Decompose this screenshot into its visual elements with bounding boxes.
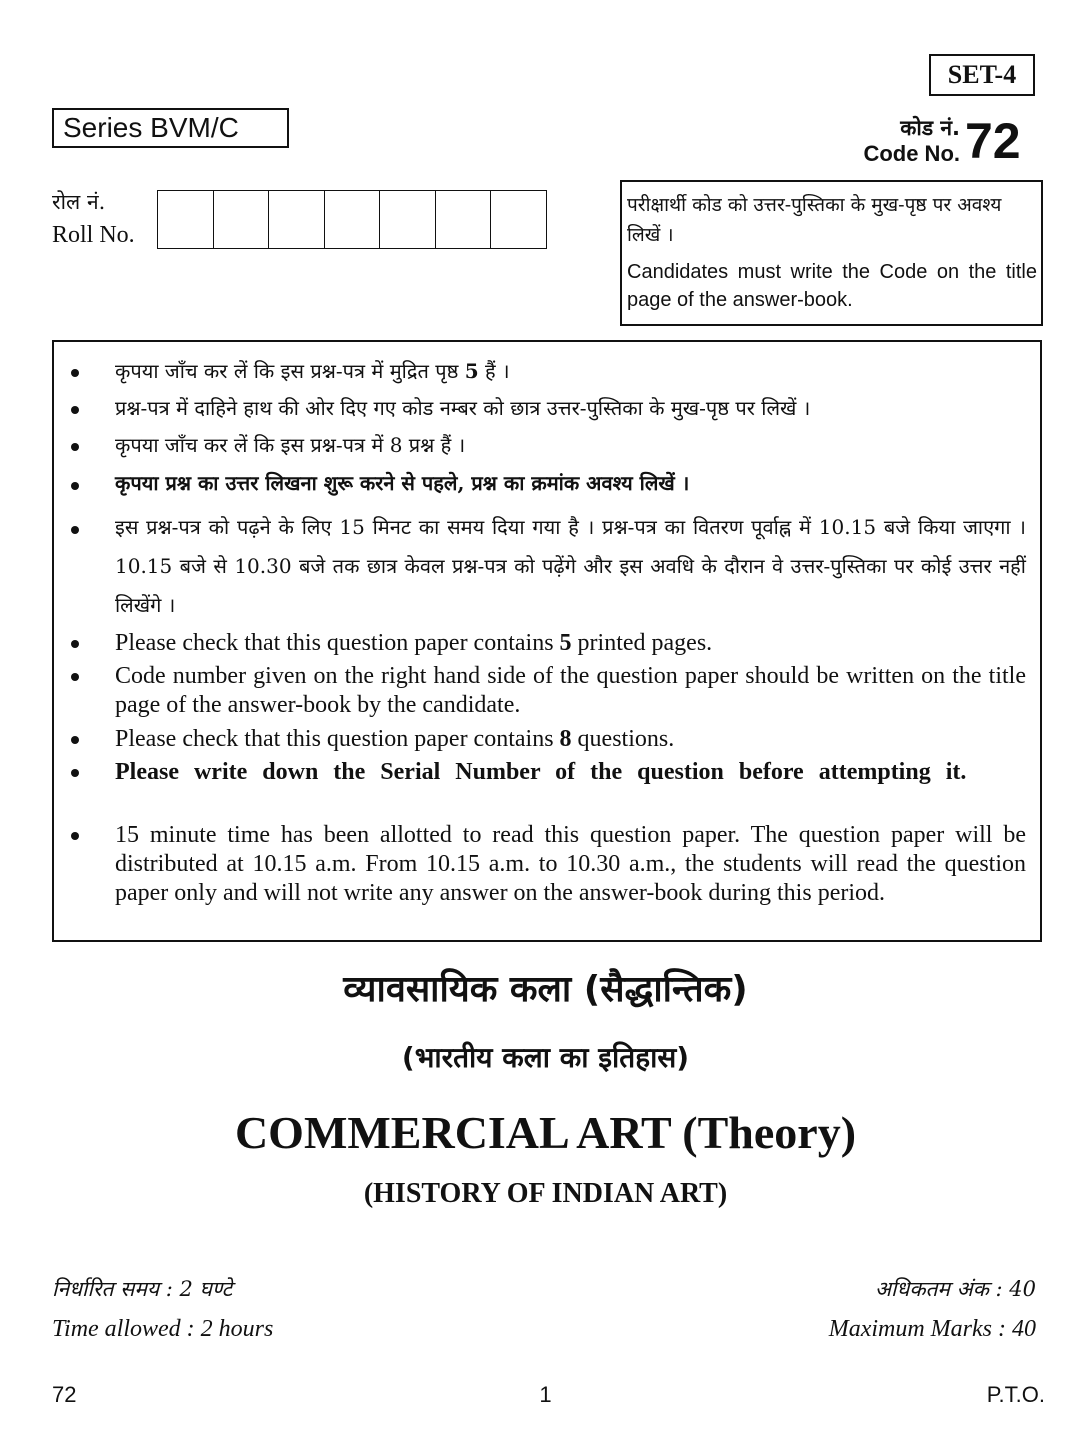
series-label: Series BVM/C xyxy=(52,108,289,148)
code-label-hindi: कोड नं. xyxy=(900,116,960,140)
footer-code: 72 xyxy=(52,1382,77,1407)
page-number: 1 xyxy=(539,1382,552,1407)
max-marks-hindi: अधिकतम अंक : 40 xyxy=(874,1277,1036,1301)
bullet xyxy=(71,482,79,490)
candidate-note-english: Candidates must write the Code on the title page of the answer-book. xyxy=(627,261,1037,311)
bullet xyxy=(71,369,79,377)
instruction-number: 5 xyxy=(464,359,479,383)
bullet xyxy=(71,673,79,681)
bullet xyxy=(71,640,79,648)
roll-cell[interactable] xyxy=(491,191,547,248)
roll-cell[interactable] xyxy=(269,191,325,248)
instruction-number: 5 xyxy=(559,630,572,656)
subtitle-hindi: (भारतीय कला का इतिहास) xyxy=(401,1041,690,1074)
roll-label-english: Roll No. xyxy=(52,222,135,248)
roll-cell[interactable] xyxy=(380,191,436,248)
instruction-en-4: Please write down the Serial Number of the question before attempting it. xyxy=(115,759,967,785)
instruction-hi-4: कृपया प्रश्न का उत्तर लिखना शुरू करने से पहले, प्रश्न का क्रमांक अवश्य लिखें । xyxy=(115,471,690,495)
bullet xyxy=(71,443,79,451)
candidate-note-box xyxy=(620,180,1043,326)
instruction-en-5: 15 minute time has been allotted to read this question paper. The question paper will be distributed at 10.15 a.m. From 10.15 a.m. to 10.30 a.m., the students will read the question paper only and will not write any answer on the answer-book during this period. xyxy=(115,822,1026,906)
roll-number-boxes xyxy=(157,190,547,249)
bullet xyxy=(71,526,79,534)
code-number: 72 xyxy=(965,113,1021,169)
instruction-text: Please check that this question paper contains xyxy=(115,630,560,656)
bullet xyxy=(71,736,79,744)
instruction-hi-3: कृपया जाँच कर लें कि इस प्रश्न-पत्र में 8 प्रश्न हैं । xyxy=(115,433,466,457)
instruction-hi-2: प्रश्न-पत्र में दाहिने हाथ की ओर दिए गए कोड नम्बर को छात्र उत्तर-पुस्तिका के मुख-पृष्ठ पर लिखें । xyxy=(115,396,811,420)
instruction-hi-5: इस प्रश्न-पत्र को पढ़ने के लिए 15 मिनट का समय दिया गया है । प्रश्न-पत्र का वितरण पूर्वाह्न में 10.15 बजे किया जाएगा । 10.15 बजे से 10.30 बजे तक छात्र केवल प्रश्न-पत्र को पढ़ेंगे और इस अवधि के दौरान वे उत्तर-पुस्तिका पर कोई उत्तर नहीं लिखेंगे । xyxy=(115,515,1026,617)
roll-cell[interactable] xyxy=(158,191,214,248)
please-turn-over: P.T.O. xyxy=(986,1382,1045,1407)
instruction-hi-1 xyxy=(115,356,1026,386)
time-allowed-english: Time allowed : 2 hours xyxy=(52,1316,274,1342)
title-hindi: व्यावसायिक कला (सैद्धान्तिक) xyxy=(343,969,748,1010)
time-allowed-hindi: निर्धारित समय : 2 घण्टे xyxy=(52,1277,233,1301)
subtitle-english: (HISTORY OF INDIAN ART) xyxy=(363,1178,728,1209)
set-label: SET-4 xyxy=(929,54,1035,96)
instruction-en-1 xyxy=(115,629,1026,658)
title-english: COMMERCIAL ART (Theory) xyxy=(234,1107,857,1158)
roll-cell[interactable] xyxy=(436,191,492,248)
instructions-box xyxy=(52,340,1042,942)
candidate-note-hindi: परीक्षार्थी कोड को उत्तर-पुस्तिका के मुख-पृष्ठ पर अवश्य लिखें । xyxy=(627,194,1002,246)
instruction-en-3 xyxy=(115,725,1026,754)
instruction-text: हैं । xyxy=(478,359,510,383)
roll-cell[interactable] xyxy=(325,191,381,248)
instruction-number: 8 xyxy=(559,726,572,752)
instruction-text: Please check that this question paper contains xyxy=(115,726,560,752)
bullet xyxy=(71,832,79,840)
code-label-english: Code No. xyxy=(863,141,960,166)
max-marks-english: Maximum Marks : 40 xyxy=(828,1316,1036,1342)
bullet xyxy=(71,769,79,777)
instruction-en-2: Code number given on the right hand side of the question paper should be written on the title page of the answer-book by the candidate. xyxy=(115,663,1026,718)
instruction-text: printed pages. xyxy=(571,630,713,656)
instruction-text: कृपया जाँच कर लें कि इस प्रश्न-पत्र में मुद्रित पृष्ठ xyxy=(115,359,465,383)
roll-cell[interactable] xyxy=(214,191,270,248)
roll-label-hindi: रोल नं. xyxy=(52,190,106,214)
bullet xyxy=(71,406,79,414)
instruction-text: questions. xyxy=(571,726,675,752)
